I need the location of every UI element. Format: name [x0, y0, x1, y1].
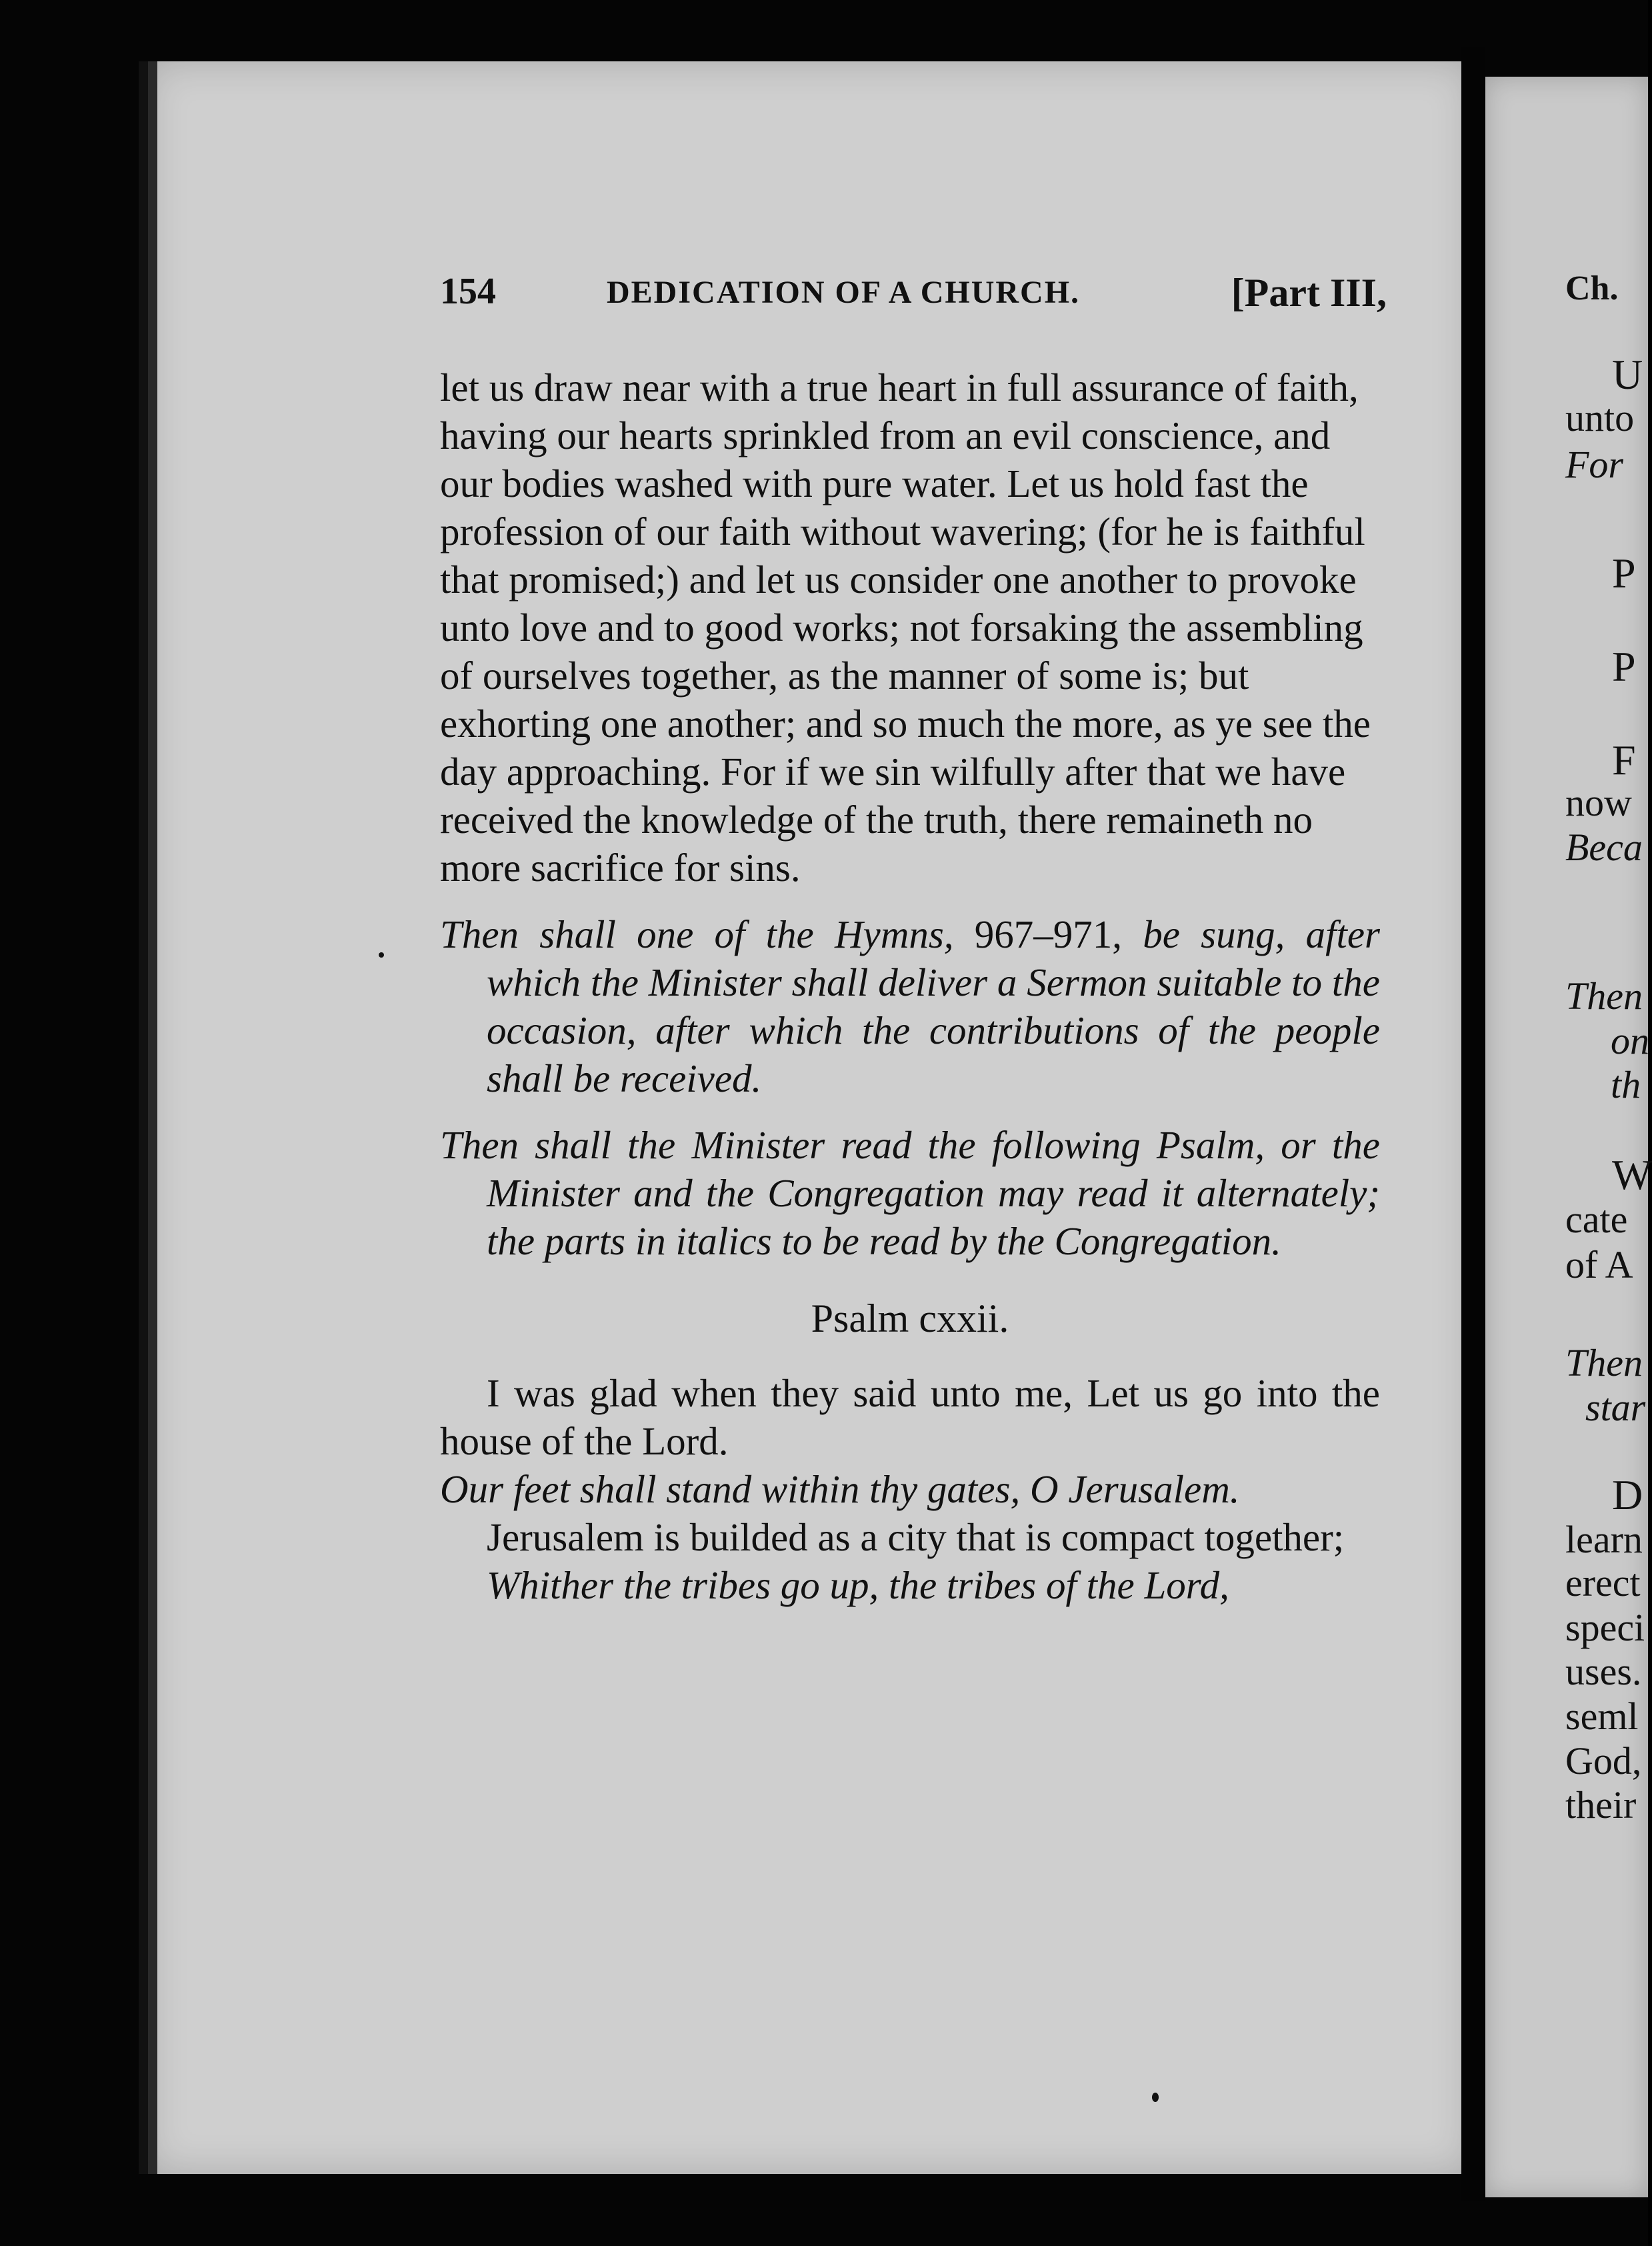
facing-line: their — [1565, 1783, 1637, 1827]
facing-line: speci — [1565, 1606, 1645, 1649]
rubric-text: be sung, after which the Minister shall deliver a Sermon suitable to the occasion, after which the contributions of the people shall be received. — [487, 912, 1380, 1100]
part-label: [Part III, — [1231, 271, 1387, 315]
facing-line: cate — [1565, 1198, 1628, 1241]
facing-line: learn — [1565, 1518, 1643, 1561]
scripture-paragraph: let us draw near with a true heart in full assurance of faith, having our hearts sprinkled from an evil conscience, and our bodies washed with pure water. Let us hold fast the profession of our faith without wavering; (for he is faithful that promised;) and let us consider one another to provoke unto love and to good works; not forsaking the assembling of ourselves together, as the manner of some is; but exhorting one another; and so much the more, as ye see the day approaching. For if we sin wilfully after that we have received the knowledge of the truth, there remaineth no more sacrifice for sins. — [440, 365, 1371, 890]
facing-line: Then — [1565, 974, 1643, 1018]
page-number: 154 — [440, 271, 496, 312]
rubric-text: Then shall one of the Hymns, — [440, 912, 954, 956]
facing-line: now — [1565, 781, 1632, 824]
facing-line: Then — [1565, 1341, 1643, 1384]
facing-line: th — [1611, 1063, 1641, 1106]
facing-line: erect — [1565, 1561, 1641, 1604]
facing-line: of A — [1565, 1243, 1633, 1286]
psalm-verse-response: Our feet shall stand within thy gates, O Jerusalem. — [440, 1467, 1240, 1511]
rubric-hymns — [440, 910, 1380, 1102]
facing-line: For — [1565, 443, 1623, 486]
facing-line: on — [1611, 1019, 1649, 1062]
facing-page-text — [1485, 77, 1652, 2197]
facing-line: Beca — [1565, 826, 1643, 869]
facing-line: seml — [1565, 1695, 1639, 1738]
psalm-verse: I was glad when they said unto me, Let us go into the house of the Lord. — [440, 1371, 1380, 1463]
facing-line: W — [1612, 1151, 1652, 1198]
facing-line: uses. — [1565, 1650, 1642, 1693]
facing-line: P — [1612, 549, 1636, 597]
running-title: DEDICATION OF A CHURCH. — [607, 275, 1081, 310]
facing-line: star — [1585, 1386, 1646, 1429]
ink-speck — [379, 952, 384, 958]
facing-line: God, — [1565, 1739, 1642, 1783]
hymn-numbers: 967–971, — [974, 912, 1123, 956]
facing-line: D — [1612, 1471, 1643, 1518]
psalm-title: Psalm cxxii. — [811, 1296, 1009, 1340]
rubric-psalm: Then shall the Minister read the following Psalm, or the Minister and the Congregation may read it alternately; the parts in italics to be read by the Congregation. — [440, 1123, 1380, 1263]
facing-line: unto — [1565, 396, 1635, 439]
psalm-verse: Jerusalem is builded as a city that is compact together; — [487, 1515, 1345, 1559]
running-header — [440, 270, 1387, 337]
facing-line: U — [1612, 351, 1643, 398]
facing-line: F — [1612, 736, 1636, 784]
ink-speck — [1152, 2093, 1159, 2102]
book-gutter — [1461, 47, 1485, 2201]
facing-line: P — [1612, 643, 1636, 690]
facing-line: Ch. — [1565, 269, 1619, 307]
facing-page — [1485, 77, 1652, 2197]
page-body — [440, 363, 1380, 1609]
psalm-verse-response: Whither the tribes go up, the tribes of the Lord, — [487, 1563, 1229, 1607]
